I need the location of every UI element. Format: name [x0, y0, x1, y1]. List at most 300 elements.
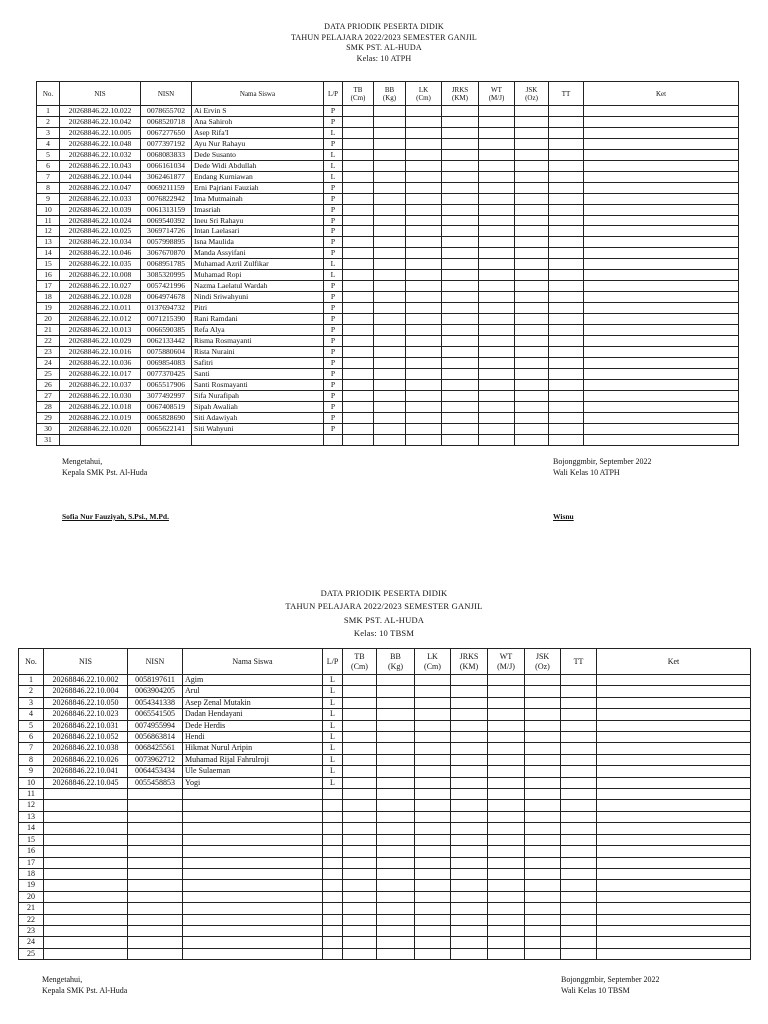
cell-empty — [549, 204, 584, 215]
cell-lp: L — [323, 697, 343, 708]
cell-empty — [406, 127, 442, 138]
cell-empty — [584, 434, 739, 445]
cell-empty — [374, 423, 406, 434]
cell-empty — [479, 106, 515, 117]
table-row — [37, 116, 739, 127]
cell-empty — [415, 789, 451, 800]
cell-nis: 20268846.22.10.042 — [60, 116, 141, 127]
doc1-title-line-3: SMK PST. AL-HUDA — [346, 43, 422, 53]
cell-empty — [479, 215, 515, 226]
cell-empty — [561, 846, 597, 857]
cell-empty — [442, 193, 479, 204]
cell-empty — [377, 914, 415, 925]
cell-no: 31 — [37, 434, 60, 445]
cell-empty — [597, 880, 751, 891]
cell-nama — [183, 868, 323, 879]
cell-empty — [479, 270, 515, 281]
cell-empty — [406, 401, 442, 412]
cell-empty — [343, 138, 374, 149]
cell-empty — [374, 138, 406, 149]
doc2-header-row — [19, 649, 751, 675]
cell-empty — [525, 709, 561, 720]
table-row — [19, 720, 751, 731]
cell-empty — [549, 259, 584, 270]
cell-nis: 20268846.22.10.011 — [60, 303, 141, 314]
cell-empty — [515, 237, 549, 248]
cell-lp: L — [324, 259, 343, 270]
cell-empty — [343, 846, 377, 857]
cell-empty — [451, 823, 488, 834]
cell-empty — [479, 412, 515, 423]
cell-empty — [343, 226, 374, 237]
cell-lp: P — [324, 401, 343, 412]
cell-empty — [584, 390, 739, 401]
cell-lp: P — [324, 248, 343, 259]
doc1-table-body — [37, 106, 739, 446]
cell-empty — [479, 401, 515, 412]
cell-empty — [451, 732, 488, 743]
cell-nama: Santi Rosmayanti — [192, 379, 324, 390]
cell-no: 10 — [37, 204, 60, 215]
cell-nama: Yogi — [183, 777, 323, 788]
cell-empty — [374, 401, 406, 412]
cell-nis: 20268846.22.10.002 — [44, 675, 128, 686]
cell-empty — [442, 149, 479, 160]
cell-empty — [525, 868, 561, 879]
cell-nisn: 0061313159 — [141, 204, 192, 215]
cell-no: 1 — [37, 106, 60, 117]
cell-empty — [525, 686, 561, 697]
cell-empty — [415, 720, 451, 731]
cell-empty — [442, 226, 479, 237]
cell-empty — [561, 709, 597, 720]
cell-empty — [415, 686, 451, 697]
header-tt: TT — [549, 82, 584, 106]
cell-empty — [515, 379, 549, 390]
table-row — [19, 732, 751, 743]
cell-empty — [525, 777, 561, 788]
cell-nisn: 0066161034 — [141, 160, 192, 171]
cell-lp: P — [324, 281, 343, 292]
header-nisn: NISN — [141, 82, 192, 106]
cell-empty — [377, 948, 415, 959]
cell-empty — [451, 766, 488, 777]
cell-empty — [597, 754, 751, 765]
cell-empty — [597, 834, 751, 845]
cell-empty — [479, 182, 515, 193]
cell-empty — [561, 800, 597, 811]
cell-empty — [515, 149, 549, 160]
cell-empty — [406, 182, 442, 193]
cell-empty — [525, 766, 561, 777]
cell-empty — [549, 138, 584, 149]
cell-empty — [343, 390, 374, 401]
cell-empty — [377, 675, 415, 686]
cell-no: 17 — [37, 281, 60, 292]
cell-empty — [515, 116, 549, 127]
cell-nama: Dede Herdis — [183, 720, 323, 731]
cell-empty — [343, 412, 374, 423]
cell-empty — [584, 149, 739, 160]
cell-no: 22 — [37, 336, 60, 347]
cell-empty — [525, 720, 561, 731]
cell-empty — [415, 777, 451, 788]
cell-empty — [343, 937, 377, 948]
cell-empty — [415, 800, 451, 811]
header-wt: WT (M/J) — [479, 82, 515, 106]
cell-empty — [584, 401, 739, 412]
cell-lp: L — [323, 675, 343, 686]
cell-empty — [515, 127, 549, 138]
cell-empty — [377, 868, 415, 879]
cell-empty — [343, 116, 374, 127]
cell-empty — [597, 914, 751, 925]
cell-nisn: 3062461877 — [141, 171, 192, 182]
table-row — [37, 401, 739, 412]
cell-empty — [374, 215, 406, 226]
cell-empty — [549, 182, 584, 193]
table-row — [19, 846, 751, 857]
cell-nis: 20268846.22.10.025 — [60, 226, 141, 237]
cell-nama: Ai Ervin S — [192, 106, 324, 117]
cell-empty — [377, 777, 415, 788]
cell-nis — [44, 823, 128, 834]
cell-lp — [323, 891, 343, 902]
cell-nis: 20268846.22.10.048 — [60, 138, 141, 149]
cell-empty — [343, 823, 377, 834]
cell-nisn: 0067408519 — [141, 401, 192, 412]
cell-empty — [451, 777, 488, 788]
cell-nama — [183, 937, 323, 948]
cell-nis: 20268846.22.10.043 — [60, 160, 141, 171]
cell-empty — [584, 248, 739, 259]
cell-lp: L — [323, 743, 343, 754]
cell-empty — [343, 732, 377, 743]
cell-empty — [549, 357, 584, 368]
cell-empty — [561, 891, 597, 902]
cell-empty — [377, 800, 415, 811]
cell-empty — [597, 720, 751, 731]
cell-empty — [343, 880, 377, 891]
cell-empty — [442, 138, 479, 149]
cell-empty — [406, 434, 442, 445]
cell-empty — [561, 937, 597, 948]
cell-empty — [377, 925, 415, 936]
cell-empty — [515, 423, 549, 434]
cell-empty — [479, 237, 515, 248]
cell-empty — [406, 226, 442, 237]
cell-empty — [584, 270, 739, 281]
cell-empty — [343, 743, 377, 754]
cell-empty — [415, 834, 451, 845]
cell-nama: Ima Mutmainah — [192, 193, 324, 204]
cell-nis: 20268846.22.10.052 — [44, 732, 128, 743]
cell-nama: Erni Pajriani Fauziah — [192, 182, 324, 193]
cell-no: 21 — [19, 903, 44, 914]
cell-empty — [525, 800, 561, 811]
cell-empty — [343, 434, 374, 445]
cell-lp: P — [324, 368, 343, 379]
cell-nis: 20268846.22.10.019 — [60, 412, 141, 423]
cell-empty — [597, 732, 751, 743]
doc1-sign-right-line2: Wali Kelas 10 ATPH — [553, 468, 620, 477]
cell-empty — [406, 379, 442, 390]
cell-empty — [549, 116, 584, 127]
cell-nama: Santi — [192, 368, 324, 379]
cell-no: 25 — [37, 368, 60, 379]
cell-nama — [183, 846, 323, 857]
cell-empty — [561, 857, 597, 868]
cell-empty — [549, 368, 584, 379]
doc1-title-block — [0, 22, 768, 64]
cell-empty — [343, 401, 374, 412]
header-wt: WT (M/J) — [488, 649, 525, 675]
cell-empty — [479, 204, 515, 215]
cell-no: 16 — [37, 270, 60, 281]
cell-empty — [374, 368, 406, 379]
doc1-sign-left — [62, 456, 147, 478]
table-row — [37, 160, 739, 171]
cell-empty — [561, 743, 597, 754]
cell-lp — [323, 834, 343, 845]
cell-empty — [584, 226, 739, 237]
cell-empty — [451, 743, 488, 754]
cell-empty — [549, 160, 584, 171]
cell-empty — [488, 880, 525, 891]
cell-lp: L — [324, 160, 343, 171]
cell-empty — [377, 686, 415, 697]
cell-no: 6 — [19, 732, 44, 743]
cell-empty — [343, 270, 374, 281]
cell-empty — [515, 336, 549, 347]
table-row — [37, 204, 739, 215]
cell-empty — [479, 149, 515, 160]
cell-empty — [442, 423, 479, 434]
cell-nis: 20268846.22.10.037 — [60, 379, 141, 390]
cell-empty — [451, 914, 488, 925]
cell-nisn: 0064974678 — [141, 292, 192, 303]
table-row — [19, 823, 751, 834]
cell-empty — [584, 368, 739, 379]
cell-lp — [323, 880, 343, 891]
cell-empty — [584, 314, 739, 325]
cell-no: 11 — [19, 789, 44, 800]
cell-no: 24 — [19, 937, 44, 948]
header-no: No. — [37, 82, 60, 106]
cell-nis: 20268846.22.10.034 — [60, 237, 141, 248]
cell-empty — [451, 857, 488, 868]
cell-empty — [488, 720, 525, 731]
cell-empty — [343, 237, 374, 248]
cell-empty — [406, 368, 442, 379]
cell-empty — [561, 903, 597, 914]
cell-nis — [44, 948, 128, 959]
cell-empty — [479, 346, 515, 357]
cell-empty — [515, 160, 549, 171]
cell-nisn — [128, 937, 183, 948]
doc1-sign-left-line1: Mengetahui, — [62, 457, 103, 466]
cell-nisn: 0068425561 — [128, 743, 183, 754]
cell-empty — [488, 709, 525, 720]
cell-no: 3 — [37, 127, 60, 138]
cell-empty — [377, 834, 415, 845]
cell-empty — [525, 937, 561, 948]
cell-empty — [584, 106, 739, 117]
cell-no: 17 — [19, 857, 44, 868]
cell-nisn: 0066590385 — [141, 325, 192, 336]
cell-nis: 20268846.22.10.027 — [60, 281, 141, 292]
header-tb: TB (Cm) — [343, 82, 374, 106]
table-row — [37, 215, 739, 226]
table-row — [19, 903, 751, 914]
cell-empty — [374, 204, 406, 215]
table-row — [19, 743, 751, 754]
table-row — [37, 182, 739, 193]
cell-empty — [415, 754, 451, 765]
cell-empty — [451, 834, 488, 845]
cell-empty — [415, 857, 451, 868]
cell-empty — [343, 149, 374, 160]
cell-nis — [44, 834, 128, 845]
cell-empty — [451, 811, 488, 822]
cell-nisn — [128, 914, 183, 925]
cell-empty — [377, 766, 415, 777]
cell-empty — [377, 846, 415, 857]
cell-empty — [515, 390, 549, 401]
cell-empty — [343, 336, 374, 347]
cell-empty — [479, 423, 515, 434]
cell-empty — [406, 314, 442, 325]
cell-nisn: 3085320995 — [141, 270, 192, 281]
cell-empty — [597, 789, 751, 800]
cell-empty — [584, 412, 739, 423]
table-row — [37, 248, 739, 259]
cell-empty — [442, 434, 479, 445]
table-row — [19, 754, 751, 765]
cell-empty — [374, 292, 406, 303]
cell-nis — [44, 846, 128, 857]
cell-empty — [442, 357, 479, 368]
cell-empty — [515, 401, 549, 412]
cell-lp: L — [324, 127, 343, 138]
cell-empty — [515, 204, 549, 215]
cell-empty — [415, 903, 451, 914]
cell-lp — [323, 868, 343, 879]
cell-nis: 20268846.22.10.016 — [60, 346, 141, 357]
cell-empty — [561, 675, 597, 686]
cell-nama — [183, 880, 323, 891]
cell-nama: Agim — [183, 675, 323, 686]
cell-nis: 20268846.22.10.046 — [60, 248, 141, 259]
cell-empty — [442, 292, 479, 303]
cell-nis: 20268846.22.10.041 — [44, 766, 128, 777]
cell-empty — [442, 237, 479, 248]
table-row — [37, 379, 739, 390]
cell-nisn: 0074955994 — [128, 720, 183, 731]
cell-empty — [374, 434, 406, 445]
cell-lp: P — [324, 204, 343, 215]
cell-nisn: 0077397192 — [141, 138, 192, 149]
header-tt: TT — [561, 649, 597, 675]
header-nama-siswa: Nama Siswa — [183, 649, 323, 675]
cell-no: 8 — [19, 754, 44, 765]
cell-empty — [451, 925, 488, 936]
cell-empty — [406, 138, 442, 149]
cell-empty — [488, 732, 525, 743]
doc1-homeroom-name: Wisnu — [553, 512, 574, 521]
cell-empty — [488, 914, 525, 925]
cell-lp: P — [324, 390, 343, 401]
table-row — [19, 891, 751, 902]
cell-no: 3 — [19, 697, 44, 708]
cell-empty — [343, 106, 374, 117]
cell-empty — [488, 766, 525, 777]
cell-empty — [597, 857, 751, 868]
cell-nis — [44, 925, 128, 936]
cell-empty — [561, 697, 597, 708]
cell-empty — [525, 925, 561, 936]
table-row — [19, 777, 751, 788]
cell-nis: 20268846.22.10.022 — [60, 106, 141, 117]
cell-lp: P — [324, 193, 343, 204]
cell-empty — [597, 675, 751, 686]
cell-empty — [415, 732, 451, 743]
doc2-table-body — [19, 675, 751, 960]
table-row — [37, 346, 739, 357]
cell-empty — [442, 259, 479, 270]
cell-nisn: 0057998895 — [141, 237, 192, 248]
cell-lp — [323, 811, 343, 822]
table-row — [37, 106, 739, 117]
cell-empty — [584, 281, 739, 292]
doc2-sign-right — [561, 974, 660, 996]
cell-empty — [597, 891, 751, 902]
header-ket: Ket — [597, 649, 751, 675]
cell-empty — [374, 259, 406, 270]
doc1-principal-name: Sofia Nur Fauziyah, S.Psi., M.Pd. — [62, 512, 169, 521]
header-bb: BB (Kg) — [374, 82, 406, 106]
cell-empty — [451, 720, 488, 731]
cell-empty — [442, 215, 479, 226]
cell-nisn: 0064453434 — [128, 766, 183, 777]
cell-empty — [561, 914, 597, 925]
cell-empty — [415, 937, 451, 948]
cell-empty — [343, 182, 374, 193]
cell-nis: 20268846.22.10.028 — [60, 292, 141, 303]
cell-nama — [183, 834, 323, 845]
cell-empty — [406, 204, 442, 215]
table-row — [19, 948, 751, 959]
cell-empty — [488, 675, 525, 686]
cell-no: 6 — [37, 160, 60, 171]
cell-empty — [549, 314, 584, 325]
cell-empty — [442, 314, 479, 325]
cell-empty — [377, 709, 415, 720]
cell-lp: L — [324, 171, 343, 182]
cell-nis: 20268846.22.10.023 — [44, 709, 128, 720]
cell-nis: 20268846.22.10.044 — [60, 171, 141, 182]
cell-empty — [584, 138, 739, 149]
cell-no: 12 — [19, 800, 44, 811]
table-row — [37, 336, 739, 347]
cell-empty — [584, 292, 739, 303]
cell-empty — [479, 325, 515, 336]
doc2-student-table — [18, 648, 751, 960]
cell-empty — [343, 811, 377, 822]
doc2-title-line-2: TAHUN PELAJARA 2022/2023 SEMESTER GANJIL — [285, 601, 483, 612]
cell-empty — [584, 423, 739, 434]
cell-nisn: 0075880604 — [141, 346, 192, 357]
